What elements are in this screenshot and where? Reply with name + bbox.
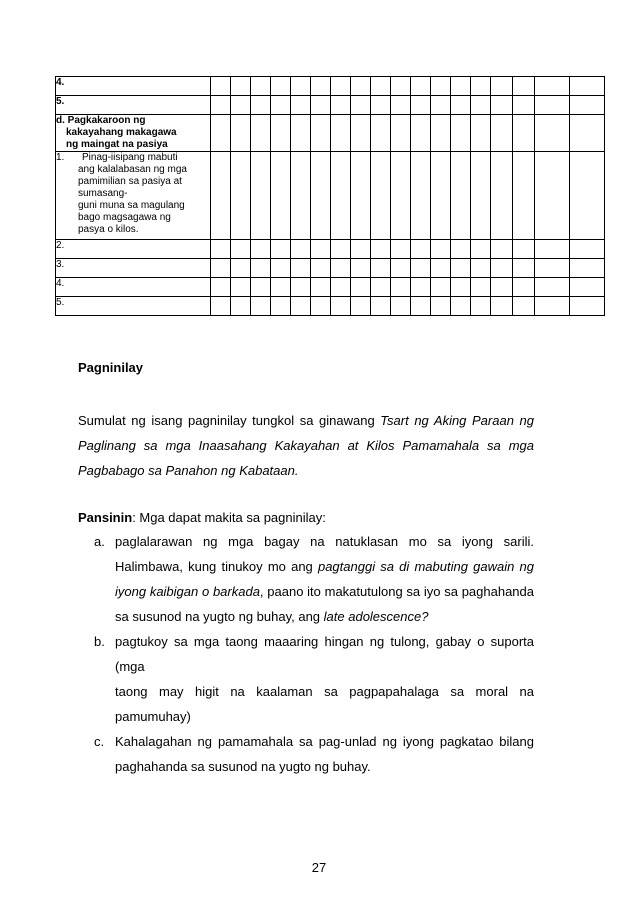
rating-cell: [351, 115, 371, 152]
rating-cell: [271, 259, 291, 278]
rating-cell: [291, 297, 311, 316]
rating-cell: [570, 278, 605, 297]
item-text-line: pasya o kilos.: [78, 224, 139, 235]
rating-cell: [391, 152, 411, 240]
rating-cell: [291, 115, 311, 152]
rating-cell: [491, 240, 513, 259]
rating-cell: [451, 77, 471, 96]
rating-cell: [271, 115, 291, 152]
row-label-cell: [56, 259, 211, 278]
assessment-table: [55, 76, 605, 316]
row-label-cell: [56, 297, 211, 316]
rating-cell: [570, 77, 605, 96]
item-marker: b.: [94, 634, 105, 649]
rating-cell: [311, 152, 331, 240]
rating-cell: [211, 259, 231, 278]
text-run: sa susunod na yugto ng buhay, ang: [115, 609, 324, 624]
rating-cell: [391, 96, 411, 115]
rating-cell: [471, 278, 491, 297]
item-text-line: Pinag-iisipang mabuti: [82, 152, 178, 163]
text-run: Kahalagahan ng pamamahala sa pag-unlad ng iyong pagkatao bilang: [115, 734, 534, 749]
rating-cell: [411, 115, 431, 152]
italic-text: Tsart ng Aking Paraan ng: [380, 413, 534, 428]
rating-cell: [371, 259, 391, 278]
rating-cell: [451, 297, 471, 316]
rating-cell: [271, 278, 291, 297]
numbered-item: [56, 152, 210, 236]
text-run: paglalarawan ng mga bagay na natuklasan mo sa iyong sarili.: [115, 534, 534, 549]
rating-cell: [211, 240, 231, 259]
text-line: [115, 729, 534, 754]
rating-cell: [431, 278, 451, 297]
rating-cell: [331, 278, 351, 297]
rating-cell: [351, 259, 371, 278]
rating-cell: [271, 152, 291, 240]
rating-cell: [231, 278, 251, 297]
text-line: [115, 604, 534, 629]
criteria-item: [94, 529, 534, 629]
rating-cell: [271, 240, 291, 259]
rating-cell: [311, 297, 331, 316]
rating-cell: [251, 259, 271, 278]
rating-cell: [570, 297, 605, 316]
rating-cell: [535, 297, 570, 316]
item-text: [78, 152, 210, 236]
rating-cell: [570, 152, 605, 240]
rating-cell: [231, 152, 251, 240]
rating-cell: [351, 240, 371, 259]
row-label-cell: [56, 96, 211, 115]
item-body: [115, 729, 534, 779]
criteria-item: [94, 629, 534, 729]
rating-cell: [491, 96, 513, 115]
note-text: : Mga dapat makita sa pagninilay:: [132, 510, 326, 525]
rating-cell: [570, 96, 605, 115]
rating-cell: [451, 240, 471, 259]
rating-cell: [491, 259, 513, 278]
rating-cell: [411, 297, 431, 316]
rating-cell: [311, 115, 331, 152]
rating-cell: [271, 77, 291, 96]
rating-cell: [371, 77, 391, 96]
table-row: [56, 240, 605, 259]
item-text-line: bago magsagawa ng: [78, 212, 171, 223]
row-label-cell: [56, 77, 211, 96]
rating-cell: [311, 278, 331, 297]
rating-cell: [311, 96, 331, 115]
rating-cell: [231, 96, 251, 115]
rating-cell: [291, 77, 311, 96]
text-run: Halimbawa, kung tinukoy mo ang: [115, 559, 318, 574]
rating-cell: [391, 278, 411, 297]
note-heading: [78, 507, 534, 529]
page-number: 27: [311, 860, 327, 875]
row-number: 5.: [56, 297, 65, 308]
rating-cell: [211, 278, 231, 297]
row-label-cell: [56, 278, 211, 297]
section-title: Pagninilay: [78, 360, 144, 375]
rating-cell: [371, 152, 391, 240]
rating-cell: [411, 96, 431, 115]
rating-cell: [411, 259, 431, 278]
rating-cell: [431, 240, 451, 259]
rating-cell: [451, 259, 471, 278]
text-line: [115, 579, 534, 604]
table-row: [56, 259, 605, 278]
rating-cell: [331, 152, 351, 240]
text-run: taong may higit na kaalaman sa pagpapahalaga sa moral na: [115, 684, 534, 699]
rating-cell: [291, 240, 311, 259]
rating-cell: [471, 240, 491, 259]
rating-cell: [391, 297, 411, 316]
italic-text: late adolescence?: [323, 609, 429, 624]
rating-cell: [231, 240, 251, 259]
text-line: [115, 679, 534, 704]
item-text-line: pamimilian sa pasiya at: [78, 176, 182, 187]
rating-cell: [371, 115, 391, 152]
row-number: 2.: [56, 240, 65, 251]
rating-cell: [471, 77, 491, 96]
row-number: 3.: [56, 259, 65, 270]
rating-cell: [411, 278, 431, 297]
italic-text: iyong kaibigan o barkada: [115, 584, 260, 599]
rating-cell: [471, 152, 491, 240]
rating-cell: [451, 115, 471, 152]
rating-cell: [211, 152, 231, 240]
rating-cell: [535, 77, 570, 96]
rating-cell: [211, 115, 231, 152]
italic-text: Pagbabago sa Panahon ng Kabataan.: [78, 463, 299, 478]
rating-cell: [513, 278, 535, 297]
rating-cell: [535, 240, 570, 259]
text-run: paghahanda sa susunod na yugto ng buhay.: [115, 759, 371, 774]
row-label-cell: [56, 240, 211, 259]
item-body: [115, 529, 534, 629]
rating-cell: [211, 96, 231, 115]
rating-cell: [411, 77, 431, 96]
row-label-cell: [56, 115, 211, 152]
item-text-line: guni muna sa magulang: [78, 200, 185, 211]
rating-cell: [271, 96, 291, 115]
rating-cell: [371, 297, 391, 316]
rating-cell: [391, 115, 411, 152]
item-marker: a.: [94, 534, 105, 549]
reflection-section: [78, 358, 534, 779]
rating-cell: [513, 240, 535, 259]
text-line: [115, 554, 534, 579]
rating-cell: [251, 96, 271, 115]
rating-cell: [311, 240, 331, 259]
rating-cell: [411, 152, 431, 240]
rating-cell: [231, 297, 251, 316]
rating-cell: [291, 96, 311, 115]
section-heading-line: d. Pagkakaroon ng: [56, 115, 146, 126]
rating-cell: [535, 259, 570, 278]
rating-cell: [291, 152, 311, 240]
rating-cell: [513, 115, 535, 152]
rating-cell: [570, 259, 605, 278]
rating-cell: [331, 297, 351, 316]
text-line: [78, 458, 534, 483]
rating-cell: [391, 240, 411, 259]
item-text-line: sumasang-: [78, 188, 128, 199]
rating-cell: [471, 297, 491, 316]
row-number: 5.: [56, 96, 65, 107]
rating-cell: [331, 240, 351, 259]
rating-cell: [431, 115, 451, 152]
text-line: [78, 433, 534, 458]
rating-cell: [351, 152, 371, 240]
table-row: [56, 297, 605, 316]
table-row: [56, 278, 605, 297]
rating-cell: [331, 115, 351, 152]
rating-cell: [471, 259, 491, 278]
rating-cell: [513, 297, 535, 316]
rating-cell: [231, 77, 251, 96]
italic-text: Paglinang sa mga Inaasahang Kakayahan at Kilos Pamamahala sa mga: [78, 438, 534, 453]
text-run: pagtukoy sa mga taong maaaring hingan ng tulong, gabay o suporta (mga: [115, 634, 534, 674]
instruction-paragraph: [78, 408, 534, 483]
row-label-cell: [56, 152, 211, 240]
rating-cell: [451, 278, 471, 297]
rating-cell: [251, 278, 271, 297]
text-run: pamumuhay): [115, 709, 191, 724]
rating-cell: [371, 240, 391, 259]
rating-cell: [311, 259, 331, 278]
rating-cell: [331, 96, 351, 115]
rating-cell: [231, 259, 251, 278]
rating-cell: [570, 115, 605, 152]
text-run: , paano ito makatutulong sa iyo sa paghahanda: [259, 584, 534, 599]
rating-cell: [535, 115, 570, 152]
table-row: [56, 77, 605, 96]
rating-cell: [513, 77, 535, 96]
rating-cell: [251, 77, 271, 96]
rating-cell: [570, 240, 605, 259]
rating-cell: [251, 240, 271, 259]
table-row: [56, 115, 605, 152]
text-run: Sumulat ng isang pagninilay tungkol sa ginawang: [78, 413, 381, 428]
rating-cell: [231, 115, 251, 152]
rating-cell: [351, 278, 371, 297]
section-heading-line: kakayahang makagawa: [66, 127, 177, 138]
rating-cell: [471, 96, 491, 115]
rating-cell: [331, 77, 351, 96]
rating-cell: [535, 152, 570, 240]
section-heading-line: ng maingat na pasiya: [66, 139, 168, 150]
rating-cell: [491, 297, 513, 316]
rating-cell: [351, 96, 371, 115]
rating-cell: [211, 77, 231, 96]
rating-cell: [471, 115, 491, 152]
rating-cell: [371, 278, 391, 297]
item-text-line: ang kalalabasan ng mga: [78, 164, 187, 175]
rating-cell: [291, 259, 311, 278]
rating-cell: [371, 96, 391, 115]
rating-cell: [351, 297, 371, 316]
rating-cell: [311, 77, 331, 96]
rating-cell: [431, 297, 451, 316]
italic-text: pagtanggi sa di mabuting gawain ng: [317, 559, 534, 574]
rating-cell: [491, 77, 513, 96]
rating-cell: [251, 152, 271, 240]
item-number: 1.: [56, 152, 65, 163]
table-row: [56, 152, 605, 240]
rating-cell: [251, 297, 271, 316]
rating-cell: [211, 297, 231, 316]
rating-cell: [491, 152, 513, 240]
rating-cell: [513, 259, 535, 278]
text-line: [115, 704, 534, 729]
rating-cell: [431, 259, 451, 278]
text-line: [78, 408, 534, 433]
rating-cell: [411, 240, 431, 259]
rating-cell: [331, 259, 351, 278]
criteria-item: [94, 729, 534, 779]
table-row: [56, 96, 605, 115]
rating-cell: [535, 278, 570, 297]
text-line: [115, 529, 534, 554]
rating-cell: [513, 96, 535, 115]
rating-cell: [251, 115, 271, 152]
item-body: [115, 629, 534, 729]
text-line: [115, 629, 534, 679]
rating-cell: [391, 259, 411, 278]
rating-cell: [535, 96, 570, 115]
text-line: [115, 754, 534, 779]
rating-cell: [513, 152, 535, 240]
row-number: 4.: [56, 77, 65, 88]
rating-cell: [451, 96, 471, 115]
rating-cell: [491, 115, 513, 152]
rating-cell: [351, 77, 371, 96]
rating-cell: [451, 152, 471, 240]
note-label: Pansinin: [78, 510, 133, 525]
row-number: 4.: [56, 278, 65, 289]
rating-cell: [491, 278, 513, 297]
item-marker: c.: [94, 734, 105, 749]
rating-cell: [271, 297, 291, 316]
rating-cell: [291, 278, 311, 297]
rating-cell: [431, 77, 451, 96]
rating-cell: [391, 77, 411, 96]
rating-cell: [431, 96, 451, 115]
criteria-list: [78, 529, 534, 779]
rating-cell: [431, 152, 451, 240]
